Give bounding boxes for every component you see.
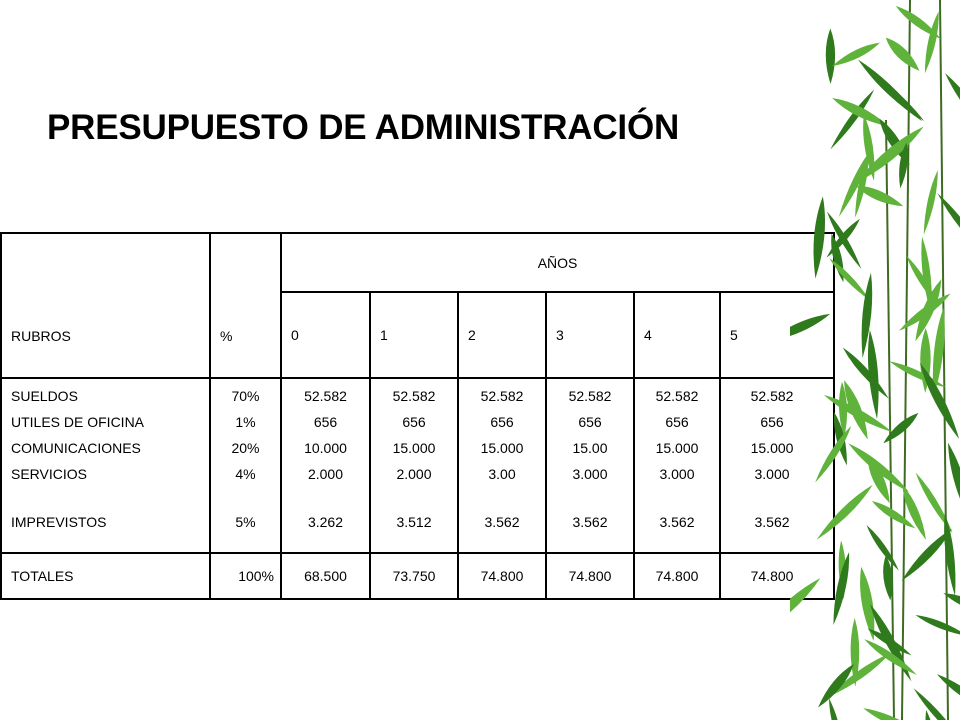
value-cell: 656 bbox=[760, 414, 784, 430]
value-cell: 3.512 bbox=[396, 514, 432, 530]
bamboo-leaf bbox=[790, 574, 824, 642]
bamboo-leaf bbox=[826, 697, 846, 720]
bamboo-decoration bbox=[790, 0, 960, 720]
value-cell: 3.562 bbox=[484, 514, 520, 530]
value-cell: 2.000 bbox=[396, 466, 432, 482]
bamboo-leaf bbox=[822, 391, 895, 436]
bamboo-leaf bbox=[921, 10, 942, 74]
bamboo-leaf bbox=[812, 424, 854, 484]
bamboo-leaf bbox=[826, 28, 836, 84]
totals-percent: 100% bbox=[210, 553, 281, 599]
value-cell: 3.000 bbox=[659, 466, 695, 482]
year-2-values bbox=[458, 378, 546, 553]
value-cell: 52.582 bbox=[480, 388, 524, 404]
value-cell: 3.000 bbox=[754, 466, 790, 482]
value-cell: 10.000 bbox=[304, 440, 347, 456]
value-cell: 3.562 bbox=[572, 514, 608, 530]
value-cell: 52.582 bbox=[304, 388, 347, 404]
year-header-3: 3 bbox=[546, 292, 634, 378]
value-cell: 52.582 bbox=[750, 388, 794, 404]
total-value: 73.750 bbox=[370, 553, 458, 599]
header-rubros: RUBROS bbox=[1, 233, 210, 378]
value-cell: 3.562 bbox=[754, 514, 790, 530]
bamboo-leaf bbox=[810, 196, 828, 279]
value-cell: 3.262 bbox=[307, 514, 344, 530]
year-3-values bbox=[546, 378, 634, 553]
rubro-label: SUELDOS bbox=[11, 388, 78, 404]
total-value: 74.800 bbox=[546, 553, 634, 599]
budget-table bbox=[0, 232, 835, 600]
percents-cell bbox=[210, 378, 281, 553]
bamboo-leaf bbox=[942, 589, 960, 620]
bamboo-leaf bbox=[830, 39, 882, 70]
year-1-values bbox=[370, 378, 458, 553]
year-header-1: 1 bbox=[370, 292, 458, 378]
percent-value: 5% bbox=[235, 514, 256, 530]
bamboo-leaf bbox=[914, 612, 960, 639]
bamboo-leaf bbox=[911, 686, 960, 720]
bamboo-leaf bbox=[790, 310, 832, 347]
value-cell: 52.582 bbox=[392, 388, 436, 404]
value-cell: 15.000 bbox=[480, 440, 524, 456]
year-header-5: 5 bbox=[720, 292, 834, 378]
value-cell: 656 bbox=[490, 414, 514, 430]
value-cell: 656 bbox=[402, 414, 426, 430]
bamboo-leaf bbox=[815, 661, 858, 710]
value-cell: 52.582 bbox=[568, 388, 612, 404]
value-cell: 15.000 bbox=[750, 440, 794, 456]
percent-value: 70% bbox=[231, 388, 260, 404]
total-value: 68.500 bbox=[281, 553, 370, 599]
value-cell: 3.000 bbox=[572, 466, 608, 482]
bamboo-leaf bbox=[935, 191, 960, 260]
totals-label: TOTALES bbox=[1, 553, 210, 599]
header-percent: % bbox=[210, 233, 281, 378]
value-cell: 656 bbox=[313, 414, 338, 430]
year-header-4: 4 bbox=[634, 292, 720, 378]
value-cell: 3.562 bbox=[659, 514, 695, 530]
value-cell: 3.00 bbox=[488, 466, 516, 482]
rubros-cell bbox=[1, 378, 210, 553]
total-value: 74.800 bbox=[458, 553, 546, 599]
percent-value: 4% bbox=[235, 466, 256, 482]
total-value: 74.800 bbox=[720, 553, 834, 599]
year-header-0: 0 bbox=[281, 292, 370, 378]
value-cell: 656 bbox=[665, 414, 689, 430]
value-cell: 15.000 bbox=[655, 440, 699, 456]
bamboo-leaf bbox=[856, 566, 879, 642]
bamboo-leaves bbox=[790, 3, 960, 720]
value-cell: 15.00 bbox=[572, 440, 608, 456]
page-title: PRESUPUESTO DE ADMINISTRACIÓN bbox=[47, 108, 680, 147]
bamboo-leaf bbox=[941, 513, 959, 597]
bamboo-leaf bbox=[920, 169, 941, 235]
rubro-label: SERVICIOS bbox=[11, 466, 87, 482]
value-cell: 2.000 bbox=[307, 466, 344, 482]
bamboo-leaf bbox=[814, 482, 876, 543]
bamboo-leaf bbox=[942, 70, 960, 143]
rubro-label: IMPREVISTOS bbox=[11, 514, 107, 530]
value-cell: 15.000 bbox=[392, 440, 436, 456]
bamboo-leaf bbox=[824, 217, 863, 260]
bamboo-leaf bbox=[864, 523, 901, 572]
rubro-label: UTILES DE OFICINA bbox=[11, 414, 145, 430]
value-cell: 656 bbox=[578, 414, 602, 430]
percent-value: 20% bbox=[231, 440, 260, 456]
header-years: AÑOS bbox=[281, 233, 834, 292]
year-4-values bbox=[634, 378, 720, 553]
year-0-values bbox=[281, 378, 370, 553]
value-cell: 52.582 bbox=[655, 388, 699, 404]
rubro-label: COMUNICACIONES bbox=[11, 440, 141, 456]
bamboo-leaf bbox=[882, 34, 923, 75]
total-value: 74.800 bbox=[634, 553, 720, 599]
year-header-2: 2 bbox=[458, 292, 546, 378]
percent-value: 1% bbox=[235, 414, 256, 430]
